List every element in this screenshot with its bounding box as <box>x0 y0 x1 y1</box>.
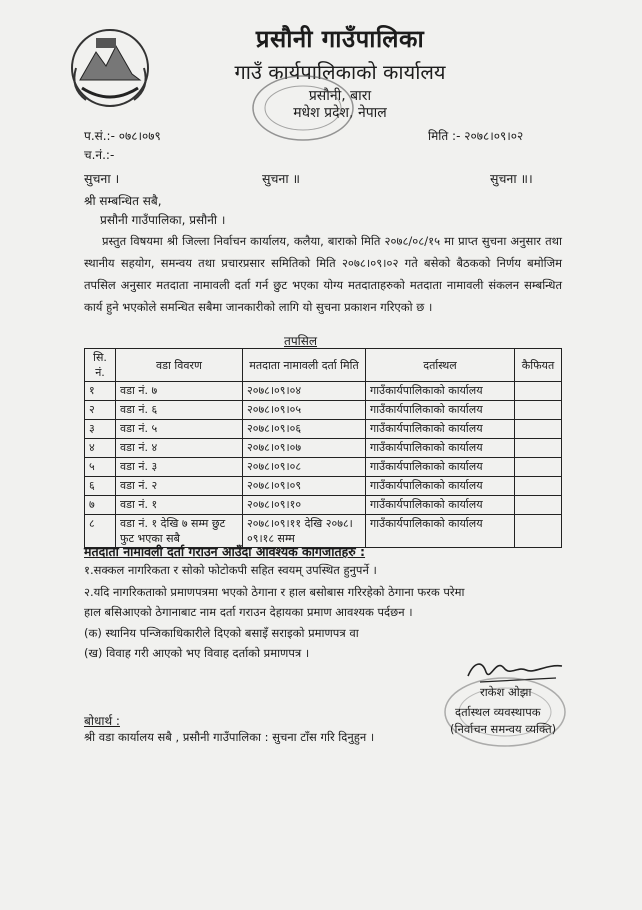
cell-ward: वडा नं. ३ <box>116 458 243 477</box>
cell-date: २०७८।०९।११ देखि २०७८।०९।१८ सम्म <box>243 515 366 548</box>
notice-label-1: सुचना । <box>84 171 120 186</box>
header-serial: सि. नं. <box>85 349 116 382</box>
cell-remarks <box>515 458 562 477</box>
office-name: गाउँ कार्यपालिकाको कार्यालय <box>234 60 446 84</box>
cell-remarks <box>515 477 562 496</box>
cell-serial: ५ <box>85 458 116 477</box>
table-row <box>85 401 562 420</box>
address-line-1: प्रसौनी, बारा <box>308 88 372 104</box>
signer-title: दर्तास्थल व्यवस्थापक <box>455 705 541 719</box>
cell-serial: ३ <box>85 420 116 439</box>
addressee-line-1: श्री सम्बन्धित सबै, <box>84 194 162 208</box>
cc-text: श्री वडा कार्यालय सबै , प्रसौनी गाउँपालिका : सुचना टाँस गरि दिनुहुन । <box>84 730 375 744</box>
addressee-line-2: प्रसौनी गाउँपालिका, प्रसौनी । <box>100 213 226 227</box>
requirement-item-4: (ख) विवाह गरी आएको भए विवाह दर्ताको प्रमाणपत्र । <box>84 646 310 660</box>
cell-location: गाउँकार्यपालिकाको कार्यालय <box>366 515 515 548</box>
table-row <box>85 382 562 401</box>
requirement-item-1: १.सक्कल नागरिकता र सोको फोटोकपी सहित स्वयम् उपस्थित हुनुपर्ने । <box>84 563 377 577</box>
nepal-emblem-icon <box>62 18 158 114</box>
requirement-item-3: (क) स्थानिय पन्जिकाधिकारीले दिएको बसाइँ सराइको प्रमाणपत्र वा <box>84 626 359 640</box>
signer-name: राकेश ओझा <box>480 685 532 699</box>
header-location: दर्तास्थल <box>366 349 515 382</box>
header-remarks: कैफियत <box>515 349 562 382</box>
table-header-row <box>85 349 562 382</box>
cell-location: गाउँकार्यपालिकाको कार्यालय <box>366 477 515 496</box>
address-line-2: मधेश प्रदेश, नेपाल <box>293 105 387 121</box>
municipality-name: प्रसौनी गाउँपालिका <box>255 25 425 53</box>
cell-date: २०७८।०९।०५ <box>243 401 366 420</box>
header-ward: वडा विवरण <box>116 349 243 382</box>
notice-label-3: सुचना ॥। <box>490 171 533 186</box>
requirement-item-2: २.यदि नागरिकताको प्रमाणपत्रमा भएको ठेगाना र हाल बसोबास गरिरहेको ठेगाना फरक परेमा <box>84 585 465 599</box>
cell-remarks <box>515 515 562 548</box>
cc-label: बोधार्थ : <box>84 714 120 728</box>
cell-serial: १ <box>85 382 116 401</box>
cell-location: गाउँकार्यपालिकाको कार्यालय <box>366 420 515 439</box>
cell-remarks <box>515 401 562 420</box>
cell-date: २०७८।०९।०४ <box>243 382 366 401</box>
cell-location: गाउँकार्यपालिकाको कार्यालय <box>366 382 515 401</box>
cell-date: २०७८।०९।०६ <box>243 420 366 439</box>
cell-ward: वडा नं. ६ <box>116 401 243 420</box>
cell-serial: ४ <box>85 439 116 458</box>
reference-number: प.सं.:- ०७८।०७९ <box>84 129 161 143</box>
cell-serial: ७ <box>85 496 116 515</box>
table-row <box>85 420 562 439</box>
cell-location: गाउँकार्यपालिकाको कार्यालय <box>366 496 515 515</box>
letter-date: मिति :- २०७८।०९।०२ <box>428 129 524 143</box>
cell-date: २०७८।०९।१० <box>243 496 366 515</box>
cell-remarks <box>515 420 562 439</box>
cell-ward: वडा नं. १ देखि ७ सम्म छुट फुट भएका सबै <box>116 515 243 548</box>
cell-location: गाउँकार्यपालिकाको कार्यालय <box>366 439 515 458</box>
table-row <box>85 439 562 458</box>
cell-date: २०७८।०९।०८ <box>243 458 366 477</box>
cell-ward: वडा नं. २ <box>116 477 243 496</box>
cell-remarks <box>515 382 562 401</box>
table-row <box>85 458 562 477</box>
cell-ward: वडा नं. ७ <box>116 382 243 401</box>
cell-remarks <box>515 439 562 458</box>
schedule-title: तपसिल <box>284 334 318 348</box>
cell-ward: वडा नं. ४ <box>116 439 243 458</box>
body-paragraph: प्रस्तुत विषयमा श्री जिल्ला निर्वाचन कार्यालय, कलैया, बाराको मिति २०७८/०८/१५ मा प्राप्त सुचना अनुसार तथा स्थानीय सहयोग, समन्वय तथा प्रचारप्रसार समितिको मिति २०७८।०९।०२ गते बसेको बैठकको निर्णय बमोजिम तपसिल अनुसार मतदाता नामावली दर्ता गर्न छुट भएका योग्य मतदाताहरुको मतदाता नामावली संकलन सम्बन्धित कार्य हुने भएकोले समन्धित सबैमा जानकारीको लागि यो सुचना प्रकाशन गरिएको छ । <box>84 234 562 314</box>
signer-role: (निर्वाचन समन्वय व्यक्ति) <box>450 722 557 736</box>
table-row <box>85 477 562 496</box>
cell-ward: वडा नं. १ <box>116 496 243 515</box>
cell-date: २०७८।०९।०९ <box>243 477 366 496</box>
cell-location: गाउँकार्यपालिकाको कार्यालय <box>366 401 515 420</box>
required-documents-heading: मतदाता नामावली दर्ता गराउन आउँदा आवश्यक कागजातहरु : <box>84 544 366 559</box>
cell-ward: वडा नं. ५ <box>116 420 243 439</box>
cell-location: गाउँकार्यपालिकाको कार्यालय <box>366 458 515 477</box>
cell-date: २०७८।०९।०७ <box>243 439 366 458</box>
cell-remarks <box>515 496 562 515</box>
cell-serial: ८ <box>85 515 116 548</box>
notice-label-2: सुचना ॥ <box>262 171 301 186</box>
cell-serial: २ <box>85 401 116 420</box>
office-stamp-icon <box>248 70 358 145</box>
schedule-table <box>84 348 562 548</box>
dispatch-number: च.नं.:- <box>84 148 115 162</box>
requirement-item-2-continued: हाल बसिआएको ठेगानाबाट नाम दर्ता गराउन देहायका प्रमाण आवश्यक पर्दछन । <box>84 605 413 619</box>
table-row <box>85 496 562 515</box>
header-date: मतदाता नामावली दर्ता मिति <box>243 349 366 382</box>
cell-serial: ६ <box>85 477 116 496</box>
